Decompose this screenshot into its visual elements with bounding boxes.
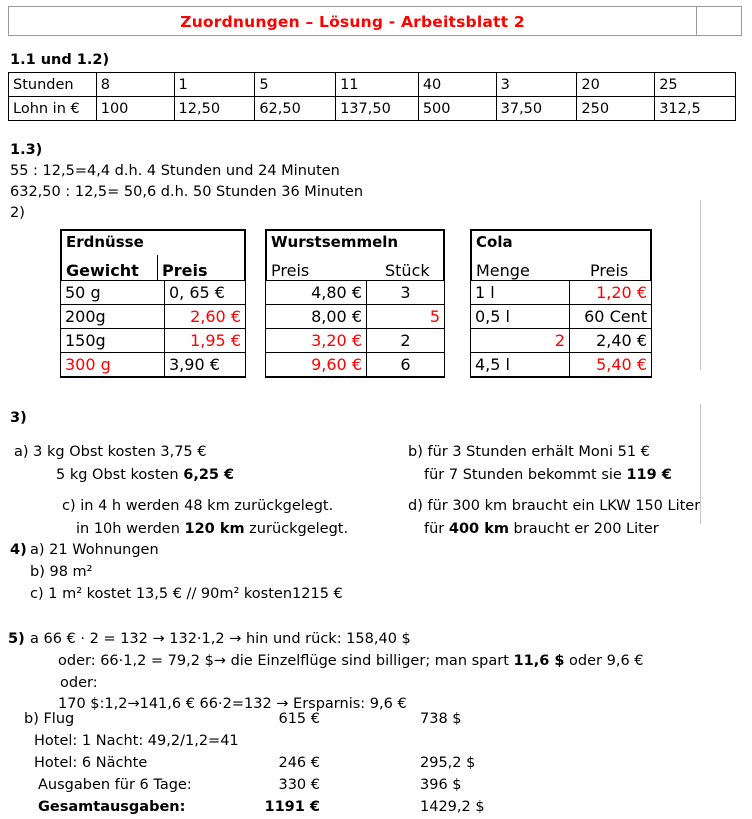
product-table-3 [470,229,652,378]
cell-lohn-1: 12,50 [174,97,255,121]
product-col-header-1: Gewicht [66,261,139,281]
text-3a-line1: a) 3 kg Obst kosten 3,75 € [14,444,207,460]
expense-row [0,799,752,819]
cell-lohn-7: 312,5 [655,97,736,121]
table-stunden-lohn [8,72,736,121]
heading-2: 2) [10,205,25,221]
expense-euro: 615 € [278,711,320,727]
text-5a-line2-suffix: oder 9,6 € [564,653,644,669]
product-col-header-2: Stück [385,261,430,281]
table-cell: 150g [61,329,165,353]
table-row [61,281,245,305]
text-5a-line2 [58,653,644,669]
table-row [9,97,736,121]
text-3d-line2-suffix: braucht er 200 Liter [508,521,659,537]
text-3a-line2-bold: 6,25 € [183,467,235,483]
product-col-header-1: Preis [271,261,310,281]
heading-5: 5) [8,631,25,647]
text-3a-line2-prefix: 5 kg Obst kosten [56,467,184,483]
table-cell: 8,00 € [266,305,367,329]
text-3b-line2-prefix: für 7 Stunden bekommt sie [424,467,627,483]
title-bar [8,6,742,36]
heading-1-1: 1.1 und 1.2) [10,52,110,68]
heading-4: 4) [10,542,27,558]
cell-lohn-5: 37,50 [496,97,577,121]
cell-lohn-6: 250 [577,97,655,121]
text-5a-line3: oder: [60,675,98,691]
text-3c-line1: c) in 4 h werden 48 km zurückgelegt. [62,498,334,514]
text-3a-line2 [56,467,234,483]
title-cell-empty [697,7,742,36]
table-cell: 3 [367,281,445,305]
text-4b: b) 98 m² [30,564,93,580]
expense-dollar: 396 $ [420,777,462,793]
product-table-title: Erdnüsse [66,233,144,251]
cell-lohn-0: 100 [96,97,174,121]
table-cell: 2 [367,329,445,353]
table-cell: 0,5 l [471,305,570,329]
text-4a: a) 21 Wohnungen [30,542,159,558]
expense-dollar: 295,2 $ [420,755,476,771]
table-cell: 2,40 € [570,329,652,353]
table-row [471,329,651,353]
product-table-header [470,229,652,281]
text-3d-line1: d) für 300 km braucht ein LKW 150 Liter [408,498,701,514]
product-col-header-1: Menge [476,261,530,281]
expense-dollar: 738 $ [420,711,462,727]
table-cell: 5,40 € [570,353,652,377]
table-cell: 4,5 l [471,353,570,377]
table-cell: 2,60 € [165,305,246,329]
product-table-body [470,281,652,378]
text-3d-line2-bold: 400 km [448,521,509,537]
expense-row [0,755,752,775]
expense-euro: 246 € [278,755,320,771]
cell-stunden-0: 8 [96,73,174,97]
expense-dollar: 1429,2 $ [420,799,485,815]
text-5a-line2-prefix: oder: 66·1,2 = 79,2 $→ die Einzelflüge sind billiger; man spart [58,653,514,669]
table-row [266,353,444,377]
expense-euro: 1191 € [264,799,320,815]
table-cell: 9,60 € [266,353,367,377]
text-3c-line2-bold: 120 km [184,521,245,537]
product-table-header [265,229,445,281]
page-title: Zuordnungen – Lösung - Arbeitsblatt 2 [180,12,525,31]
product-table-1 [60,229,246,378]
table-cell: 2 [471,329,570,353]
table-cell: 300 g [61,353,165,377]
table-cell: 3,90 € [165,353,246,377]
text-3d-line2 [424,521,659,537]
table-cell: 6 [367,353,445,377]
product-table-body [60,281,246,378]
table-cell: 3,20 € [266,329,367,353]
cell-stunden-6: 20 [577,73,655,97]
text-5a-line4: 170 $:1,2→141,6 € 66·2=132 → Ersparnis: 9,6 € [58,696,407,712]
text-3d-line2-prefix: für [424,521,449,537]
cell-stunden-4: 40 [418,73,496,97]
cell-lohn-3: 137,50 [336,97,419,121]
table-cell: 1,95 € [165,329,246,353]
product-table-title: Cola [476,233,513,251]
table-row [61,353,245,377]
row-label-stunden: Stunden [9,73,97,97]
product-table-header [60,229,246,281]
table-cell: 50 g [61,281,165,305]
expense-euro: 330 € [278,777,320,793]
table-cell: 1 l [471,281,570,305]
cell-lohn-2: 62,50 [255,97,336,121]
text-3c-line2-prefix: in 10h werden [76,521,185,537]
heading-1-3: 1.3) [10,142,43,158]
text-3b-line2-bold: 119 € [626,467,672,483]
text-1-3-line1: 55 : 12,5=4,4 d.h. 4 Stunden und 24 Minuten [10,163,340,179]
cell-lohn-4: 500 [418,97,496,121]
table-row [266,305,444,329]
table-row [471,353,651,377]
cell-stunden-5: 3 [496,73,577,97]
expense-row [0,733,752,753]
expense-label: b) Flug [24,711,75,727]
table-row [471,281,651,305]
table-cell: 4,80 € [266,281,367,305]
text-3c-line2-suffix: zurückgelegt. [244,521,349,537]
text-3b-line1: b) für 3 Stunden erhält Moni 51 € [408,444,650,460]
text-4c: c) 1 m² kostet 13,5 € // 90m² kosten1215 € [30,586,343,602]
table-cell: 1,20 € [570,281,652,305]
product-table-body [265,281,445,378]
text-3c-line2 [76,521,348,537]
table-row [61,305,245,329]
product-col-header-2: Preis [590,261,629,281]
table-row [471,305,651,329]
cell-stunden-7: 25 [655,73,736,97]
expense-row [0,777,752,797]
product-table-title: Wurstsemmeln [271,233,399,251]
row-label-lohn: Lohn in € [9,97,97,121]
text-3b-line2 [424,467,672,483]
text-1-3-line2: 632,50 : 12,5= 50,6 d.h. 50 Stunden 36 Minuten [10,184,364,200]
heading-3: 3) [10,410,27,426]
cell-stunden-2: 5 [255,73,336,97]
expense-label: Hotel: 1 Nacht: 49,2/1,2=41 [34,733,239,749]
table-row [266,329,444,353]
table-cell: 0, 65 € [165,281,246,305]
product-col-header-2: Preis [157,255,244,280]
table-row [9,73,736,97]
expense-label: Ausgaben für 6 Tage: [38,777,192,793]
cell-stunden-3: 11 [336,73,419,97]
table-row [61,329,245,353]
product-table-2 [265,229,445,378]
cell-stunden-1: 1 [174,73,255,97]
table-cell: 5 [367,305,445,329]
faint-rule-upper [700,200,701,370]
text-5a-line1: a 66 € · 2 = 132 → 132·1,2 → hin und rück: 158,40 $ [30,631,411,647]
expense-label: Hotel: 6 Nächte [34,755,148,771]
table-row [266,281,444,305]
title-cell [9,7,697,36]
expense-label: Gesamtausgaben: [38,799,186,815]
table-cell: 200g [61,305,165,329]
text-5a-line2-bold: 11,6 $ [513,653,565,669]
expense-row [0,711,752,731]
table-cell: 60 Cent [570,305,652,329]
faint-rule-lower [700,404,701,524]
